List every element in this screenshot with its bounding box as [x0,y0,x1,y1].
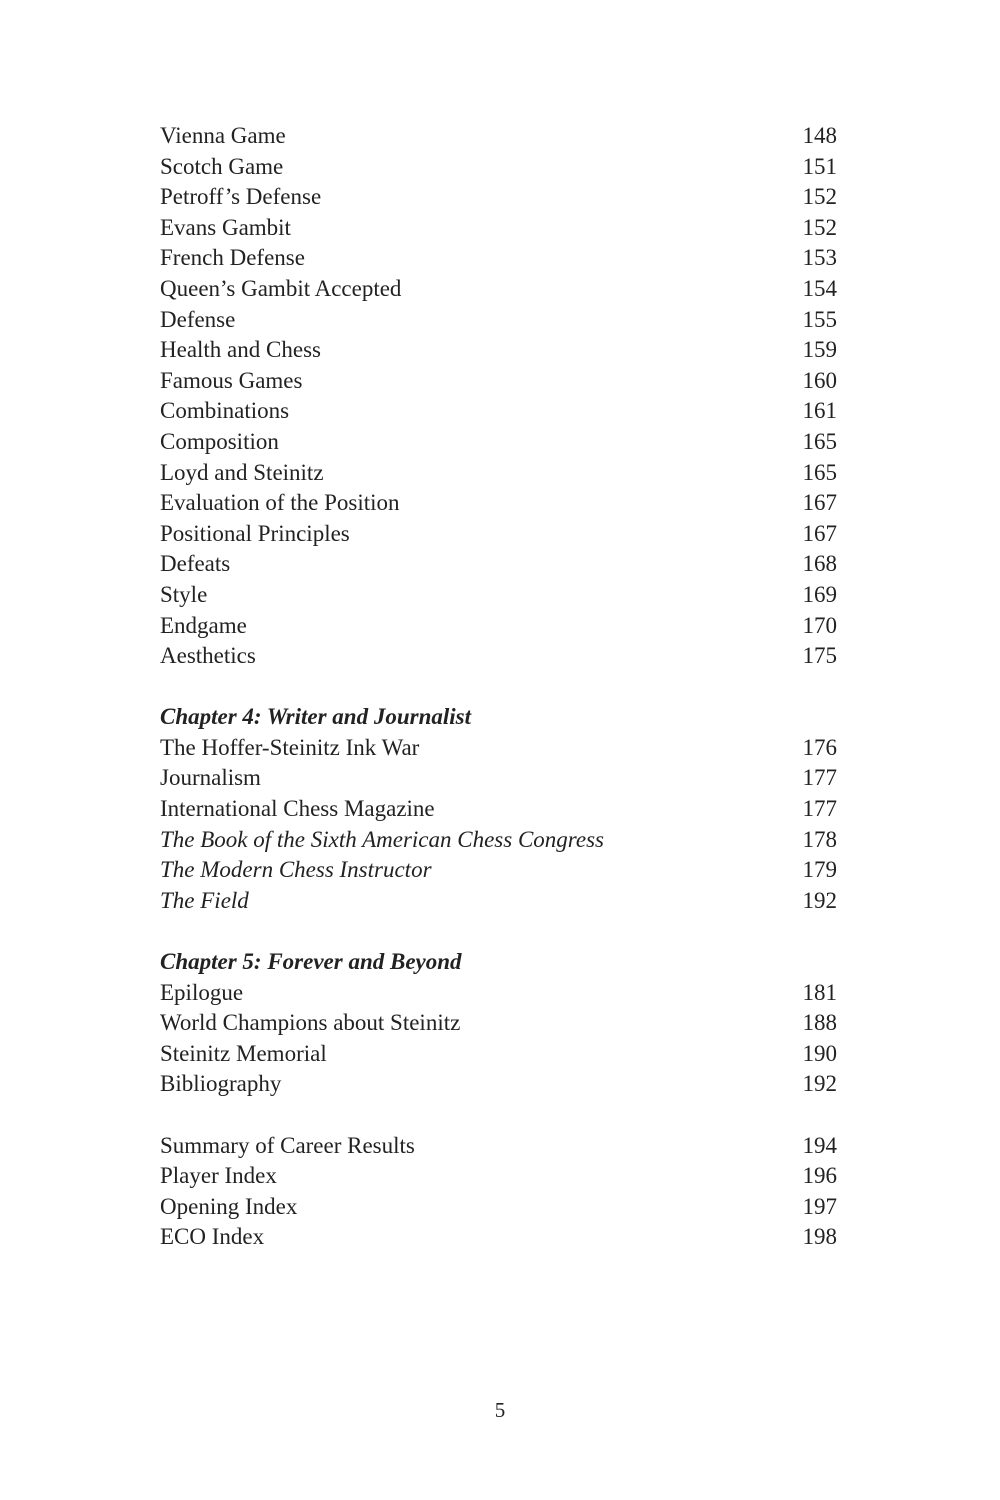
toc-entry [160,549,837,580]
entry-title: Opening Index [160,1193,298,1219]
toc-section [160,947,837,1100]
toc-entry [160,733,837,764]
entry-title: Style [160,581,208,607]
entry-title: Bibliography [160,1071,282,1097]
entry-title: Health and Chess [160,337,321,363]
toc-entry [160,794,837,825]
entry-page: 177 [802,765,837,791]
entry-page: 175 [802,643,837,669]
toc-entry [160,335,837,366]
entry-page: 198 [802,1224,837,1250]
toc-entry [160,274,837,305]
toc-entry [160,1222,837,1253]
chapter-heading: Chapter 4: Writer and Journalist [160,704,472,730]
entry-page: 169 [802,581,837,607]
entry-title: Summary of Career Results [160,1132,415,1158]
entry-title: Vienna Game [160,123,286,148]
entry-page: 152 [802,214,837,240]
entry-page: 159 [802,337,837,363]
entry-page: 152 [802,184,837,210]
entry-title: Steinitz Memorial [160,1040,327,1066]
entry-title: The Book of the Sixth American Chess Congress [160,826,604,852]
entry-page: 151 [802,153,837,179]
toc-entry [160,1008,837,1039]
entry-title: World Champions about Steinitz [160,1010,461,1036]
toc-entry [160,427,837,458]
entry-title: Journalism [160,765,261,791]
toc-entry [160,611,837,642]
toc-entry [160,305,837,336]
entry-title: Composition [160,428,279,454]
entry-title: Epilogue [160,979,244,1005]
entry-title: Famous Games [160,367,303,393]
section-spacer [160,1100,837,1131]
toc-section [160,702,837,916]
entry-title: Defense [160,306,236,332]
toc-entry [160,1131,837,1162]
entry-page: 177 [802,796,837,822]
toc-entry [160,396,837,427]
entry-title: The Modern Chess Instructor [160,857,432,883]
toc-entry [160,458,837,489]
toc-entry [160,152,837,183]
toc-entry [160,366,837,397]
entry-title: Combinations [160,398,290,424]
entry-title: International Chess Magazine [160,796,435,822]
toc-entry [160,1192,837,1223]
toc-entry [160,886,837,917]
toc-entry [160,1069,837,1100]
page-number: 5 [494,1398,506,1422]
entry-title: The Field [160,887,249,913]
entry-title: Scotch Game [160,153,284,179]
entry-page: 181 [802,979,837,1005]
entry-title: Defeats [160,551,231,577]
toc-entry [160,641,837,672]
section-spacer [160,672,837,703]
entry-title: Endgame [160,612,247,638]
entry-title: The Hoffer-Steinitz Ink War [160,734,420,760]
entry-title: Petroff’s Defense [160,184,322,210]
entry-page: 160 [802,367,837,393]
entry-page: 192 [802,1071,837,1097]
toc-entry [160,855,837,886]
toc-entry [160,519,837,550]
entry-title: Player Index [160,1163,277,1189]
entry-page: 179 [802,857,837,883]
toc-entry [160,488,837,519]
entry-title: Evaluation of the Position [160,490,400,516]
entry-title: Positional Principles [160,520,350,546]
entry-page: 154 [802,275,837,301]
toc-section [160,1131,837,1253]
entry-page: 192 [802,887,837,913]
toc-entry [160,182,837,213]
toc-entry [160,978,837,1009]
entry-title: Loyd and Steinitz [160,459,324,485]
entry-title: Queen’s Gambit Accepted [160,275,402,301]
entry-page: 153 [802,245,837,271]
entry-page: 165 [802,459,837,485]
toc-entry [160,1039,837,1070]
entry-page: 190 [802,1040,837,1066]
entry-page: 188 [802,1010,837,1036]
entry-title: Evans Gambit [160,214,291,240]
toc-entry [160,121,837,152]
entry-page: 196 [802,1163,837,1189]
section-spacer [160,916,837,947]
toc-entry [160,763,837,794]
entry-page: 197 [802,1193,837,1219]
entry-page: 167 [802,490,837,516]
entry-page: 155 [802,306,837,332]
entry-page: 161 [802,398,837,424]
entry-page: 148 [802,123,837,148]
entry-page: 176 [802,734,837,760]
toc-entry [160,243,837,274]
entry-title: ECO Index [160,1224,265,1250]
toc-entry [160,213,837,244]
toc-section [160,121,837,672]
entry-page: 178 [802,826,837,852]
entry-page: 165 [802,428,837,454]
entry-page: 194 [802,1132,837,1158]
toc-entry [160,580,837,611]
entry-title: French Defense [160,245,305,271]
table-of-contents [160,121,837,1253]
entry-page: 170 [802,612,837,638]
entry-page: 167 [802,520,837,546]
toc-entry [160,1161,837,1192]
entry-page: 168 [802,551,837,577]
toc-entry [160,825,837,856]
chapter-heading: Chapter 5: Forever and Beyond [160,949,462,975]
entry-title: Aesthetics [160,643,256,669]
